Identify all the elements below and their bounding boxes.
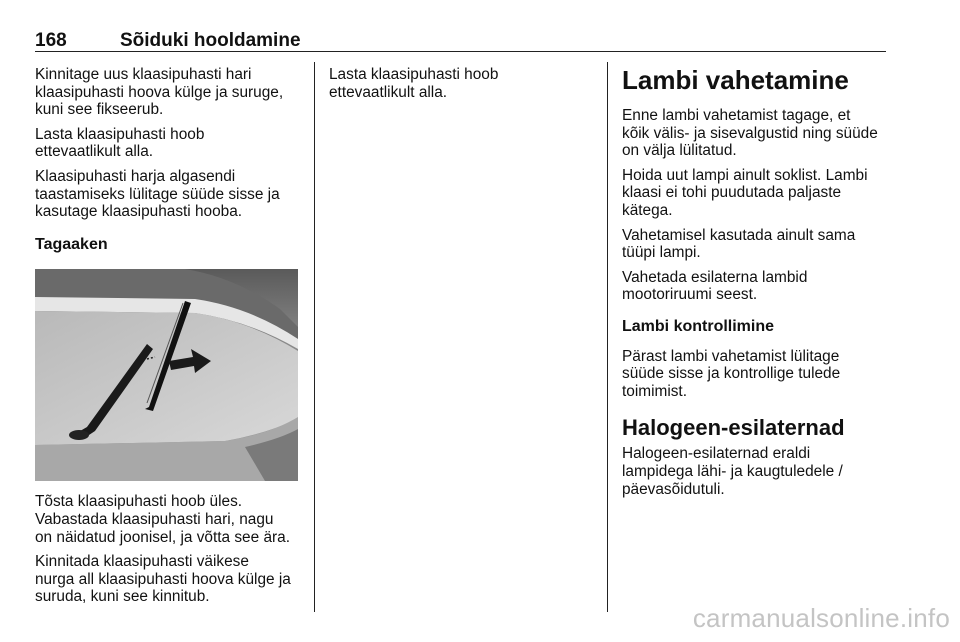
page-header xyxy=(35,30,885,52)
column-1 xyxy=(35,66,305,613)
rear-wiper-illustration xyxy=(35,269,298,481)
paragraph: Tõsta klaasipuhasti hoob üles. Vabastada klaasipuhasti hari, nagu on näidatud joonisel, ja võtta see ära. xyxy=(35,493,290,546)
paragraph: Vahetamisel kasutada ainult sama tüüpi lampi. xyxy=(622,226,856,262)
paragraph: Vahetada esilaterna lambid mootoriruumi seest. xyxy=(622,268,808,304)
column-divider-1 xyxy=(314,62,315,612)
header-divider xyxy=(35,51,886,52)
paragraph: Pärast lambi vahetamist lülitage süüde sisse ja kontrollige tulede toimimist. xyxy=(622,347,841,400)
heading-halogeen-esilaternad: Halogeen-esilaternad xyxy=(622,415,845,441)
paragraph: Kinnitada klaasipuhasti väikese nurga all klaasipuhasti hoova külge ja suruda, kuni see kinnitub. xyxy=(35,553,291,606)
watermark: carmanualsonline.info xyxy=(692,603,950,633)
paragraph: Kinnitage uus klaasipuhasti hari klaasipuhasti hoova külge ja suruge, kuni see fikseerub. xyxy=(35,66,284,119)
column-2 xyxy=(329,66,589,108)
subheading-tagaaken: Tagaaken xyxy=(35,235,108,253)
paragraph: Halogeen-esilaternad eraldi lampidega lähi- ja kaugtuledele / päevasõidutuli. xyxy=(622,445,843,498)
column-divider-2 xyxy=(607,62,608,612)
paragraph: Lasta klaasipuhasti hoob ettevaatlikult alla. xyxy=(35,125,205,161)
paragraph: Klaasipuhasti harja algasendi taastamiseks lülitage süüde sisse ja kasutage klaasipuhasti hooba. xyxy=(35,167,280,221)
paragraph: Hoida uut lampi ainult soklist. Lambi klaasi ei tohi puudutada paljaste kätega. xyxy=(622,166,868,219)
paragraph: Lasta klaasipuhasti hoob ettevaatlikult alla. xyxy=(329,66,499,101)
subheading-lambi-kontrollimine: Lambi kontrollimine xyxy=(622,317,775,335)
heading-lambi-vahetamine: Lambi vahetamine xyxy=(622,65,849,95)
column-3 xyxy=(622,66,892,505)
section-title: Sõiduki hooldamine xyxy=(120,30,301,51)
page-number: 168 xyxy=(35,30,67,51)
paragraph: Enne lambi vahetamist tagage, et kõik välis- ja sisevalgustid ning süüde on välja lülitatud. xyxy=(622,107,878,160)
